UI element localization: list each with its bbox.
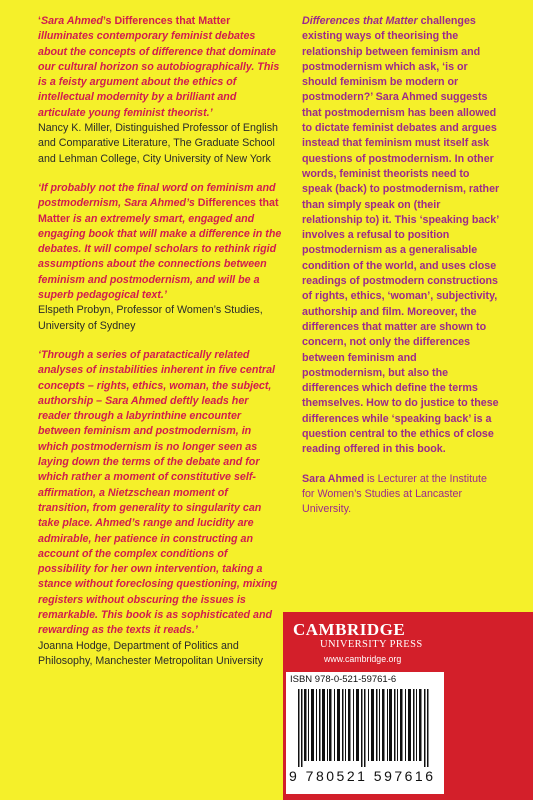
- review-quote: ‘Sara Ahmed’s Differences that Matter illuminates contemporary feminist debates about the concepts of difference that dominate our cultural horizon so autobiographically. This is a feisty argument about the ethics of intellectual modernity by a brilliant and articulate young feminist theorist.’: [38, 15, 280, 119]
- review-attribution: Joanna Hodge, Department of Politics and Philosophy, Manchester Metropolitan University: [38, 639, 263, 667]
- description-column: [302, 14, 500, 518]
- publisher-name: CAMBRIDGE: [293, 620, 406, 639]
- barcode-digits: 9 780521 597616: [289, 768, 436, 784]
- publisher-press: UNIVERSITY PRESS: [320, 639, 423, 650]
- author-bio: Sara Ahmed is Lecturer at the Institute for Women’s Studies at Lancaster University.: [302, 472, 487, 516]
- isbn-barcode: [286, 672, 444, 794]
- isbn-label: ISBN 978-0-521-59761-6: [290, 674, 397, 685]
- review-quote: ‘Through a series of paratactically related analyses of instabilities inherent in five central concepts – rights, ethics, woman, the subject, authorship – Sara Ahmed deftly leads her reader through a labyrinthine encounter between feminism and postmodernism, in which postmodernism is no longer seen as laying down the terms of the debate and for which rather a moment of constitutive self-affirmation, a Nietzschean moment of transition, from generality to singularity can take place. Ahmed’s range and lucidity are admirable, her patience in constructing an account of the complex conditions of possibility for her own intervention, taking a stance without foreclosing questioning, mixing registers without obscuring the issues is remarkable. This book is as sophisticated and rewarding as the texts it reads.’: [38, 348, 278, 637]
- book-title: Differences that Matter: [302, 15, 418, 27]
- review-quote: ‘If probably not the final word on feminism and postmodernism, Sara Ahmed’s Differences that Matter is an extremely smart, engaged and engaging book that will make a difference in the debates. It will compel scholars to rethink rigid assumptions about the connections between feminism and postmodernism, and will be a superb pedagogical text.’: [38, 181, 282, 302]
- publisher-url: www.cambridge.org: [324, 654, 402, 664]
- quote-author: Sara Ahmed: [40, 15, 103, 27]
- book-description: Differences that Matter challenges existing ways of theorising the relationship between feminism and postmodernism which ask, ‘is or should feminism be modern or postmodern?’ Sara Ahmed suggests that postmodernism has been allowed to dictate feminist debates and argues instead that feminism must itself ask questions of postmodernism. In other words, feminist theorists need to speak (back) to postmodernism, rather than simply speak on (their relationship to) it. This ‘speaking back’ involves a refusal to position postmodernism as a generalisable condition of the world, and uses close readings of postmodern constructions of rights, ethics, ‘woman’, subjectivity, authorship and film. Moreover, the differences that matter are shown to concern, not only the differences between feminism and postmodernism, but also the differences which define the terms themselves. How to do justice to these differences while ‘speaking back’ is a question central to the ethics of close reading offered in this book.: [302, 15, 500, 456]
- reviews-column: [38, 14, 282, 669]
- book-title: Differences that Matter: [114, 15, 231, 27]
- review-attribution: Nancy K. Miller, Distinguished Professor of English and Comparative Literature, The Graduate School and Lehman College, City University of New York: [38, 122, 278, 165]
- review-attribution: Elspeth Probyn, Professor of Women’s Studies, University of Sydney: [38, 304, 263, 332]
- book-title: Differences that Matter: [38, 197, 279, 225]
- barcode-bars-icon: [298, 689, 432, 767]
